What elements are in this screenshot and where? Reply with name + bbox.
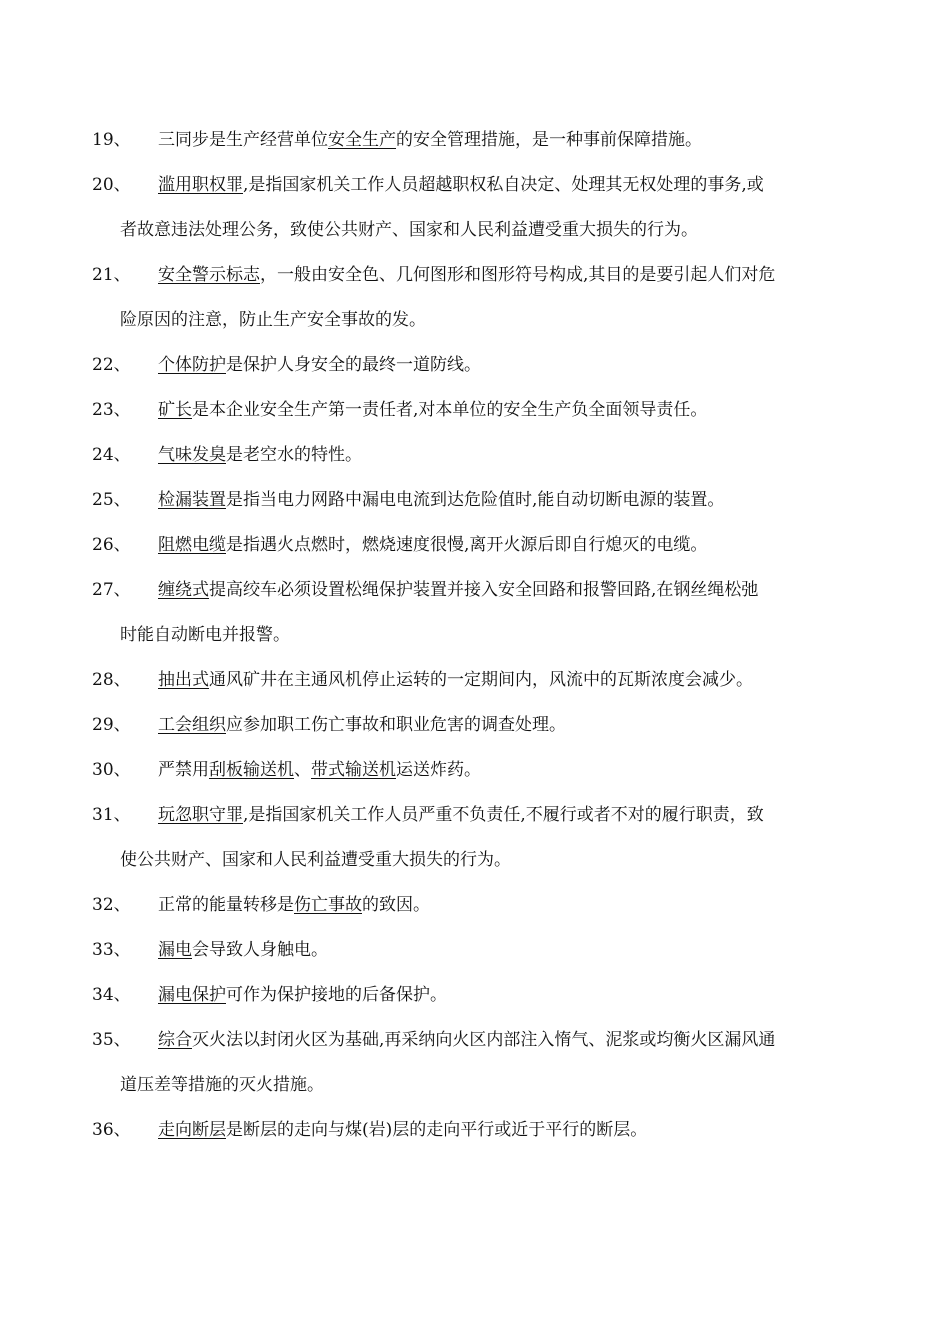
answer-underline: 检漏装置 [158, 490, 226, 510]
item-number: 34、 [92, 985, 131, 1005]
answer-underline: 气味发臭 [158, 445, 226, 465]
list-item-32 [92, 883, 862, 928]
item-number: 23、 [92, 400, 131, 420]
list-item-26 [92, 523, 862, 568]
item-number: 30、 [92, 760, 131, 780]
item-text: 工会组织应参加职工伤亡事故和职业危害的调查处理。 [158, 715, 566, 735]
item-number: 25、 [92, 490, 131, 510]
item-text: 正常的能量转移是伤亡事故的致因。 [158, 895, 430, 915]
item-text: 矿长是本企业安全生产第一责任者,对本单位的安全生产负全面领导责任。 [158, 400, 708, 420]
list-item-35 [92, 1018, 862, 1108]
answer-underline: 安全警示标志 [158, 265, 260, 285]
list-item-31 [92, 793, 862, 883]
item-number: 36、 [92, 1120, 131, 1140]
item-number: 19、 [92, 130, 131, 150]
item-number: 32、 [92, 895, 131, 915]
answer-underline: 玩忽职守罪 [158, 805, 243, 825]
item-number: 29、 [92, 715, 131, 735]
list-item-33 [92, 928, 862, 973]
item-number: 20、 [92, 175, 131, 195]
item-text: 玩忽职守罪,是指国家机关工作人员严重不负责任,不履行或者不对的履行职责，致 [158, 805, 764, 825]
item-text-continuation: 道压差等措施的灭火措施。 [120, 1075, 324, 1095]
list-item-28 [92, 658, 862, 703]
item-text: 三同步是生产经营单位安全生产的安全管理措施，是一种事前保障措施。 [158, 130, 702, 150]
answer-underline: 伤亡事故 [294, 895, 362, 915]
list-item-29 [92, 703, 862, 748]
list-item-22 [92, 343, 862, 388]
item-text-continuation: 时能自动断电并报警。 [120, 625, 290, 645]
list-item-24 [92, 433, 862, 478]
item-number: 33、 [92, 940, 131, 960]
item-text: 气味发臭是老空水的特性。 [158, 445, 362, 465]
answer-underline: 走向断层 [158, 1120, 226, 1140]
item-text-continuation: 者故意违法处理公务，致使公共财产、国家和人民利益遭受重大损失的行为。 [120, 220, 698, 240]
item-number: 26、 [92, 535, 131, 555]
answer-underline: 阻燃电缆 [158, 535, 226, 555]
answer-underline: 漏电保护 [158, 985, 226, 1005]
item-text: 漏电保护可作为保护接地的后备保护。 [158, 985, 447, 1005]
answer-underline: 综合 [158, 1030, 192, 1050]
answer-underline: 滥用职权罪 [158, 175, 243, 195]
list-item-34 [92, 973, 862, 1018]
answer-underline: 矿长 [158, 400, 192, 420]
item-text: 严禁用刮板输送机、带式输送机运送炸药。 [158, 760, 481, 780]
list-item-19 [92, 118, 862, 163]
answer-underline: 工会组织 [158, 715, 226, 735]
item-text: 阻燃电缆是指遇火点燃时，燃烧速度很慢,离开火源后即自行熄灭的电缆。 [158, 535, 708, 555]
question-list [92, 118, 862, 1153]
item-text: 抽出式通风矿井在主通风机停止运转的一定期间内，风流中的瓦斯浓度会减少。 [158, 670, 753, 690]
answer-underline: 漏电 [158, 940, 192, 960]
list-item-27 [92, 568, 862, 658]
list-item-20 [92, 163, 862, 253]
list-item-36 [92, 1108, 862, 1153]
item-text: 综合灭火法以封闭火区为基础,再采纳向火区内部注入惰气、泥浆或均衡火区漏风通 [158, 1030, 776, 1050]
item-number: 27、 [92, 580, 131, 600]
item-number: 28、 [92, 670, 131, 690]
item-text-continuation: 使公共财产、国家和人民利益遭受重大损失的行为。 [120, 850, 511, 870]
answer-underline: 抽出式 [158, 670, 209, 690]
item-text-continuation: 险原因的注意，防止生产安全事故的发。 [120, 310, 426, 330]
item-number: 31、 [92, 805, 131, 825]
answer-underline: 带式输送机 [311, 760, 396, 780]
item-text: 漏电会导致人身触电。 [158, 940, 328, 960]
item-text: 个体防护是保护人身安全的最终一道防线。 [158, 355, 481, 375]
item-number: 21、 [92, 265, 131, 285]
item-number: 35、 [92, 1030, 131, 1050]
item-number: 22、 [92, 355, 131, 375]
item-text: 检漏装置是指当电力网路中漏电电流到达危险值时,能自动切断电源的装置。 [158, 490, 725, 510]
answer-underline: 个体防护 [158, 355, 226, 375]
item-text: 安全警示标志，一般由安全色、几何图形和图形符号构成,其目的是要引起人们对危 [158, 265, 776, 285]
list-item-21 [92, 253, 862, 343]
item-text: 走向断层是断层的走向与煤(岩)层的走向平行或近于平行的断层。 [158, 1120, 648, 1140]
answer-underline: 缠绕式 [158, 580, 209, 600]
item-text: 缠绕式提高绞车必须设置松绳保护装置并接入安全回路和报警回路,在钢丝绳松弛 [158, 580, 759, 600]
answer-underline: 安全生产 [328, 130, 396, 150]
list-item-23 [92, 388, 862, 433]
list-item-30 [92, 748, 862, 793]
item-text: 滥用职权罪,是指国家机关工作人员超越职权私自决定、处理其无权处理的事务,或 [158, 175, 764, 195]
list-item-25 [92, 478, 862, 523]
item-number: 24、 [92, 445, 131, 465]
answer-underline: 刮板输送机 [209, 760, 294, 780]
